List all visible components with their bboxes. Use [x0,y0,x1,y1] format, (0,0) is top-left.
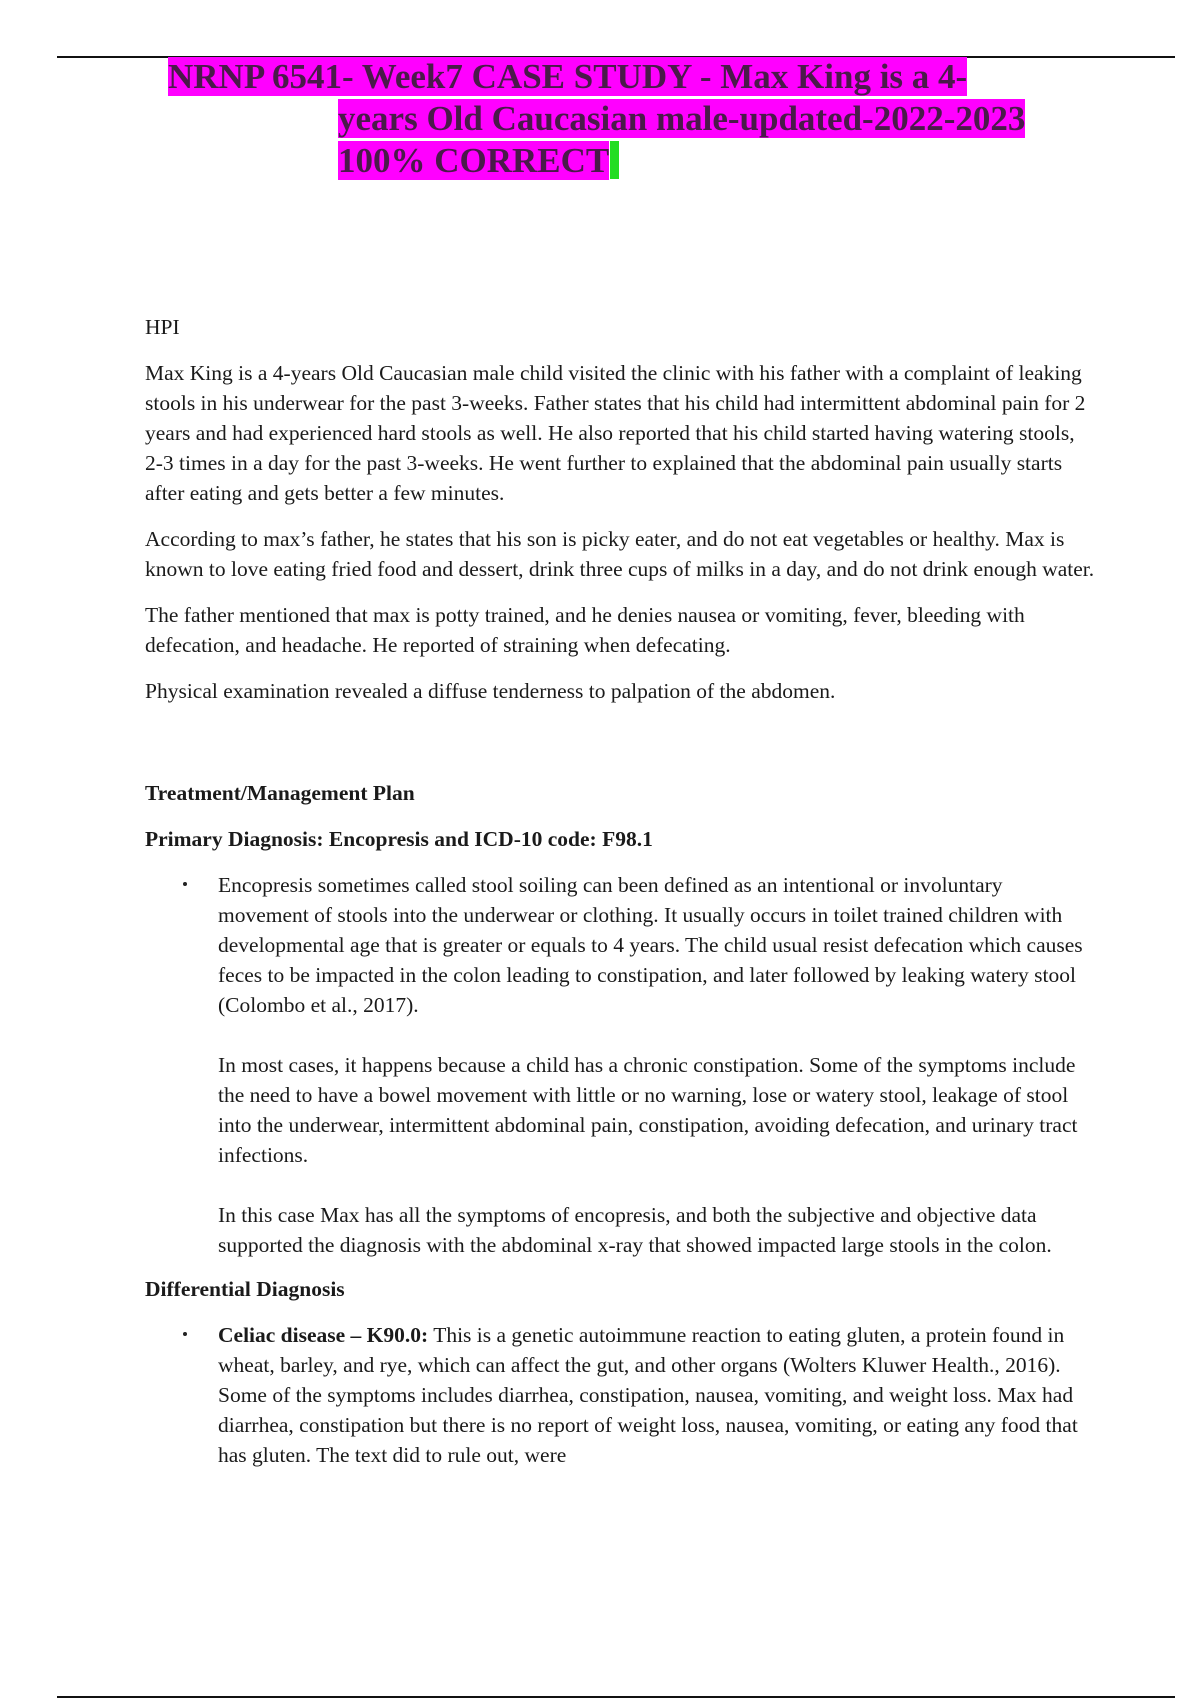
hpi-paragraph: According to max’s father, he states that his son is picky eater, and do not eat vegetables or healthy. Max is known to love eating fried food and dessert, drink three cups of milks in a day, and do not drink enough water. [145,527,1095,581]
primary-paragraph: In this case Max has all the symptoms of encopresis, and both the subjective and objective data supported the diagnosis with the abdominal x-ray that showed impacted large stools in the colon. [218,1203,1052,1257]
primary-paragraph: In most cases, it happens because a child has a chronic constipation. Some of the symptoms include the need to have a bowel movement with little or no warning, lose or watery stool, leakage of stool into the underwear, intermittent abdominal pain, constipation, avoiding defecation, and urinary tract infections. [218,1053,1078,1167]
hpi-paragraph: The father mentioned that max is potty trained, and he denies nausea or vomiting, fever, bleeding with defecation, and headache. He reported of straining when defecating. [145,603,1025,657]
hpi-paragraph: Physical examination revealed a diffuse tenderness to palpation of the abdomen. [145,679,836,703]
title-line-2: years Old Caucasian male-updated-2022-2023 [338,99,1026,138]
plan-heading: Treatment/Management Plan [145,781,415,805]
title-line-1: NRNP 6541- Week7 CASE STUDY - Max King is a 4- [168,57,968,96]
hpi-paragraph: Max King is a 4-years Old Caucasian male child visited the clinic with his father with a complaint of leaking stools in his underwear for the past 3-weeks. Father states that his child had intermittent abdominal pain for 2 years and had experienced hard stools as well. He also reported that his child started having watering stools, 2-3 times in a day for the past 3-weeks. He went further to explained that the abdominal pain usually starts after eating and gets better a few minutes. [145,361,1086,505]
bullet-icon [183,882,187,886]
primary-diagnosis-bullet [145,870,1095,1260]
differential-paragraph [218,1320,1095,1470]
title-line-3: 100% CORRECT [338,140,1025,182]
document-body [145,312,1095,1484]
differential-label: Celiac disease – K90.0: [218,1323,429,1347]
differential-text: This is a genetic autoimmune reaction to eating gluten, a protein found in wheat, barley, and rye, which can affect the gut, and other organs (Wolters Kluwer Health., 2016). Some of the symptoms includes diarrhea, constipation, nausea, vomiting, and weight loss. Max had diarrhea, constipation but there is no report of weight loss, nausea, vomiting, or eating any food that has gluten. The text did to rule out, were [218,1323,1078,1467]
hpi-heading: HPI [145,315,180,339]
differential-bullet [145,1320,1095,1470]
differential-heading: Differential Diagnosis [145,1277,345,1301]
primary-diagnosis-heading: Primary Diagnosis: Encopresis and ICD-10 code: F98.1 [145,827,653,851]
primary-paragraph: Encopresis sometimes called stool soiling can been defined as an intentional or involuntary movement of stools into the underwear or clothing. It usually occurs in toilet trained children with developmental age that is greater or equals to 4 years. The child usual resist defecation which causes feces to be impacted in the colon leading to constipation, and later followed by leaking watery stool (Colombo et al., 2017). [218,873,1083,1017]
bottom-rule [57,1696,1175,1698]
text-cursor [610,141,619,179]
document-title [168,56,1025,182]
bullet-icon [183,1332,187,1336]
